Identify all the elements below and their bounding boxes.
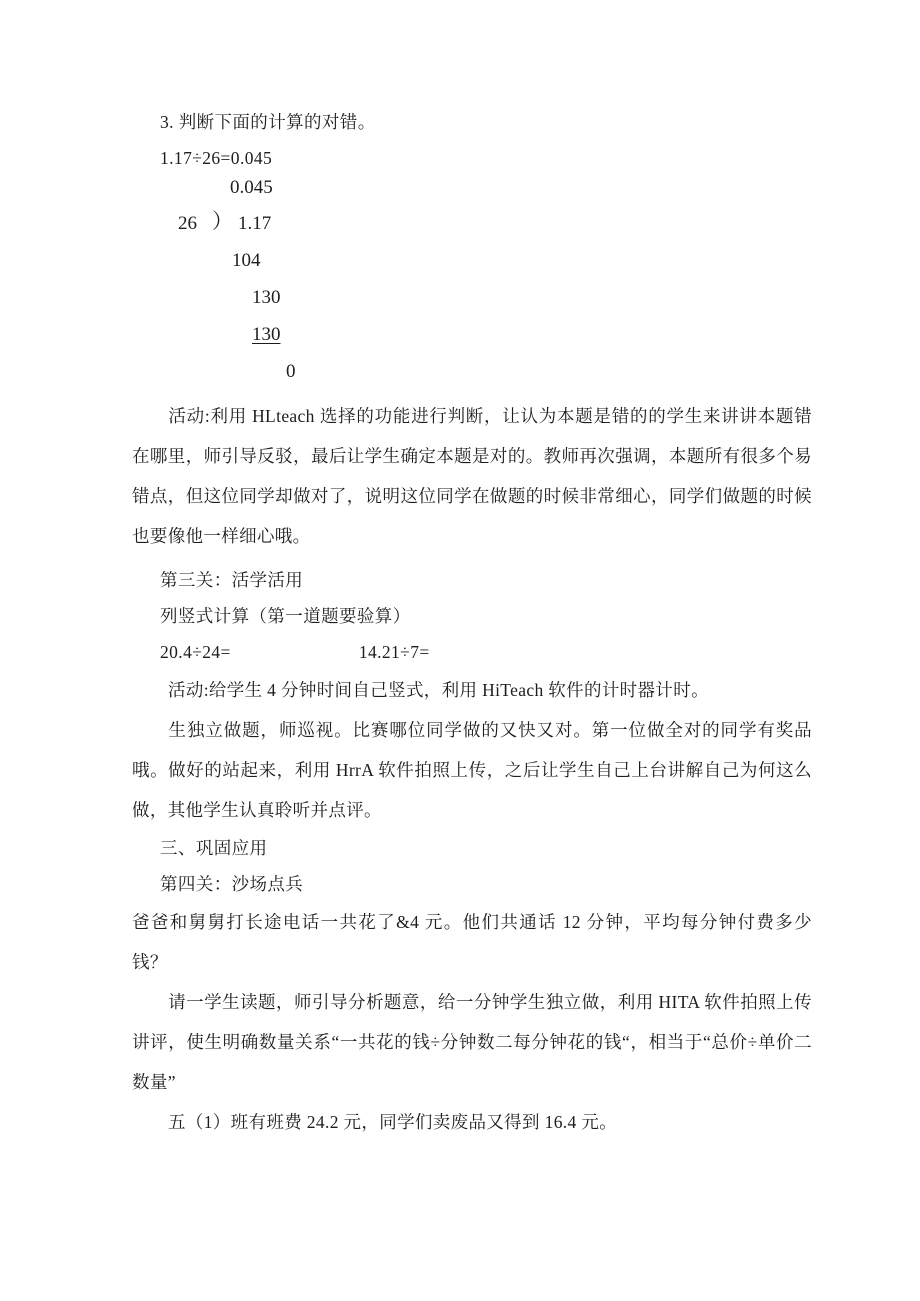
- word-problem-2-text: 五（1）班有班费 24.2 元，同学们卖废品又得到 16.4 元。: [168, 1112, 618, 1132]
- exercise-left: 20.4÷24=: [160, 642, 231, 662]
- exercise-right: 14.21÷7=: [358, 642, 430, 662]
- level3-heading: 第三关：活学活用: [160, 570, 304, 590]
- equation-line: 1.17÷26=0.045: [160, 148, 273, 168]
- section3-heading: 三、巩固应用: [160, 838, 268, 858]
- long-division-block: [160, 178, 760, 392]
- document-body: [132, 104, 812, 1142]
- paragraph-activity-1: [132, 396, 812, 556]
- level4-heading: 第四关：沙场点兵: [160, 874, 304, 894]
- division-divisor: 26: [178, 213, 197, 234]
- level3-instruction: 列竖式计算（第一道题要验算）: [160, 606, 411, 626]
- division-step-3: 130: [252, 324, 281, 345]
- paragraph-analysis-text: 请一学生读题，师引导分析题意，给一分钟学生独立做，利用 HITA 软件拍照上传讲评，使生明确数量关系“一共花的钱÷分钟数二每分钟花的钱“，相当于“总价÷单价二数量”: [132, 992, 812, 1092]
- division-dividend: 1.17: [238, 213, 272, 234]
- paragraph-activity-2: [132, 670, 812, 710]
- paragraph-practice: [132, 710, 812, 830]
- paragraph-practice-text: 生独立做题，师巡视。比赛哪位同学做的又快又对。第一位做全对的同学有奖品哦。做好的站起来，利用 HrrA 软件拍照上传，之后让学生自己上台讲解自己为何这么做，其他学生认真聆听并点评。: [132, 720, 812, 820]
- word-problem-1-text: 爸爸和舅舅打长途电话一共花了&4 元。他们共通话 12 分钟，平均每分钟付费多少钱？: [132, 912, 812, 972]
- exercise-row: [160, 634, 760, 670]
- division-remainder: 0: [286, 361, 296, 382]
- word-problem-2: [132, 1102, 812, 1142]
- section-heading-3: 3. 判断下面的计算的对错。: [160, 112, 376, 132]
- word-problem-1: [132, 902, 812, 982]
- division-quotient: 0.045: [230, 177, 273, 198]
- division-step-2: 130: [252, 287, 281, 308]
- paragraph-activity-2-text: 活动:给学生 4 分钟时间自己竖式，利用 HiTeach 软件的计时器计时。: [168, 680, 709, 700]
- division-step-1: 104: [232, 250, 261, 271]
- paragraph-activity-1-text: 活动:利用 HLteach 选择的功能进行判断，让认为本题是错的的学生来讲讲本题错在哪里，师引导反驳，最后让学生确定本题是对的。教师再次强调，本题所有很多个易错点，但这位同学却做对了，说明这位同学在做题的时候非常细心，同学们做题的时候也要像他一样细心哦。: [132, 406, 812, 546]
- division-bracket-icon: ）: [212, 209, 233, 233]
- paragraph-analysis: [132, 982, 812, 1102]
